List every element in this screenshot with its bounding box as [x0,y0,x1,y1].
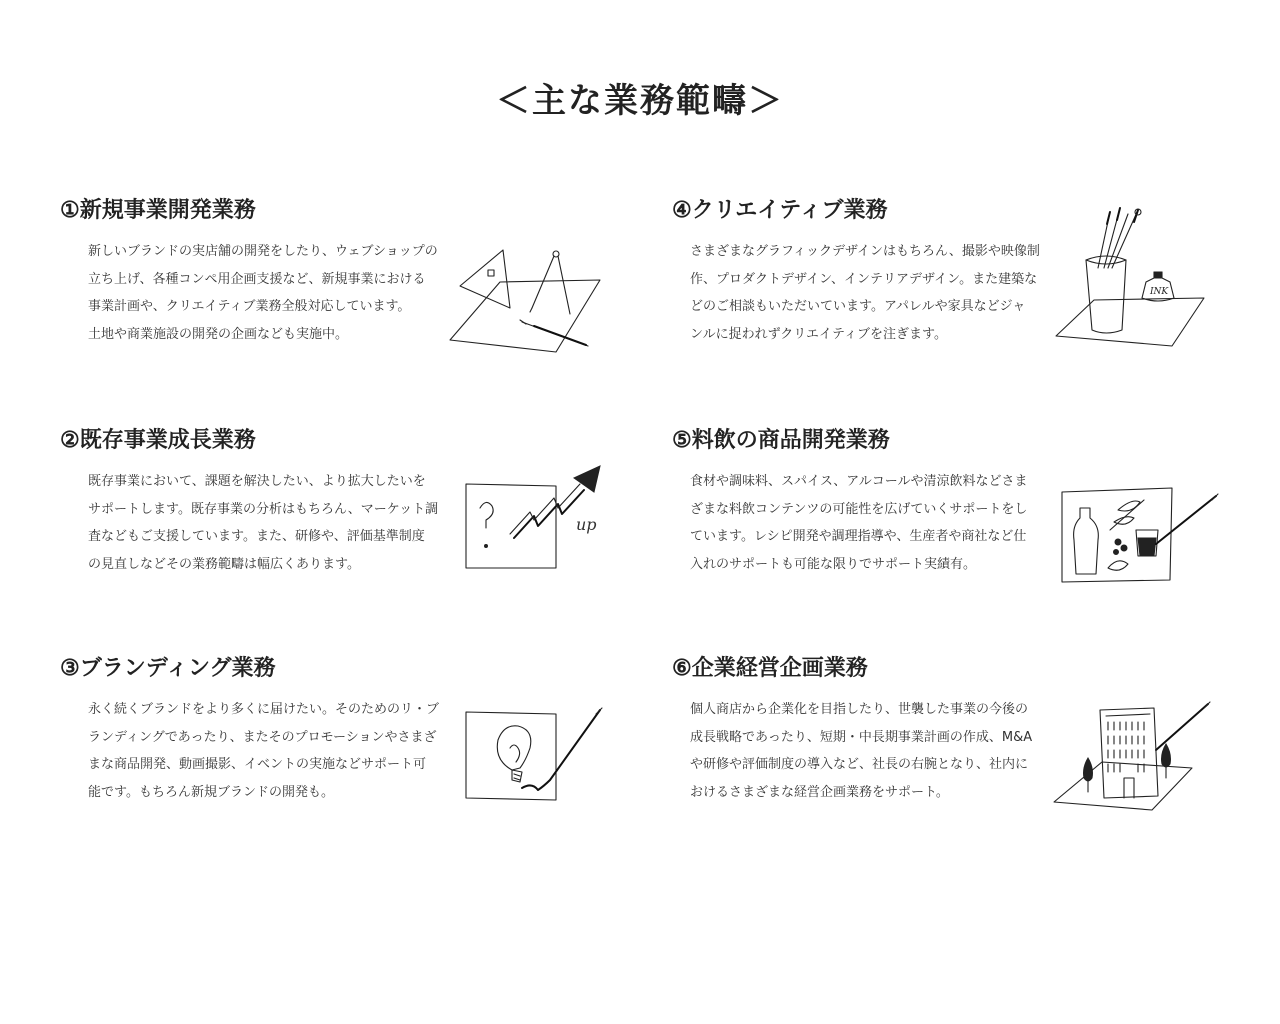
up-label: up [576,515,597,534]
service-title: 新規事業開発業務 [79,197,256,223]
description-line: サポートします。既存事業の分析はもちろん、マーケット調 [88,501,439,517]
description-line: ンルに捉われずクリエイティブを注ぎます。 [690,326,947,342]
description-line: 新しいブランドの実店舗の開発をしたり、ウェブショップの [88,244,438,259]
service-heading [672,652,1232,684]
service-description [690,696,1052,806]
description-line: 土地や商業施設の開発の企画なども実施中。 [88,326,349,342]
description-line: おけるさまざまな経営企画業務をサポート。 [690,784,949,800]
service-branding [60,652,620,800]
service-heading [60,652,620,684]
description-line: 事業計画や、クリエイティブ業務全般対応しています。 [88,299,411,314]
description-line: 永く続くブランドをより多くに届けたい。そのためのリ・ブ [88,702,440,717]
pen-cup-ink-icon [1054,208,1209,348]
description-line: の見直しなどその業務範疇は幅広くあります。 [88,556,360,572]
service-heading [672,424,1232,456]
service-description [690,468,1052,578]
growth-arrow-icon [464,464,604,572]
description-line: 査などもご支援しています。また、研修や、評価基準制度 [88,529,425,544]
service-number: ⑥ [672,655,692,681]
service-corporate-planning [672,652,1232,800]
service-title: ブランディング業務 [79,655,276,681]
description-line: 作、プロダクトデザイン、インテリアデザイン。また建築な [690,271,1038,287]
service-title: 既存事業成長業務 [79,427,256,453]
description-line: まな商品開発、動画撮影、イベントの実施などサポート可 [88,757,427,772]
service-number: ④ [672,197,692,223]
service-title: クリエイティブ業務 [691,197,888,223]
description-line: 個人商店から企業化を目指したり、世襲した事業の今後の [690,702,1029,717]
description-line: ています。レシピ開発や調理指導や、生産者や商社など仕 [690,529,1027,544]
description-line: さまざまなグラフィックデザインはもちろん、撮影や映像制 [690,244,1040,259]
service-description [88,238,450,348]
service-number: ③ [60,655,80,681]
lightbulb-icon [464,708,604,804]
description-line: 食材や調味料、スパイス、アルコールや清涼飲料などさま [690,474,1028,489]
service-food-beverage [672,424,1232,572]
description-line: ランディングであったり、またそのプロモーションやさまざ [88,729,437,745]
description-line: 入れのサポートも可能な限りでサポート実績有。 [690,556,977,572]
service-existing-growth [60,424,620,572]
service-creative [672,194,1232,342]
office-building-icon [1052,702,1212,812]
service-number: ⑤ [672,427,692,453]
service-description [88,696,450,806]
service-heading [60,194,620,226]
service-title: 企業経営企画業務 [691,655,868,681]
food-drink-sketch-icon [1060,486,1220,586]
ink-label: INK [1150,287,1169,297]
description-line: 能です。もちろん新規ブランドの開発も。 [88,784,334,800]
description-line: ざまな料飲コンテンツの可能性を広げていくサポートをし [690,501,1028,517]
service-description [88,468,450,578]
description-line: 成長戦略であったり、短期・中長期事業計画の作成、M&A [690,729,1033,745]
service-number: ② [60,427,80,453]
description-line: 立ち上げ、各種コンペ用企画支援など、新規事業における [88,271,426,287]
description-line: 既存事業において、課題を解決したい、より拡大したいを [88,474,426,489]
service-title: 料飲の商品開発業務 [691,427,890,453]
service-new-business [60,194,620,342]
description-line: どのご相談もいただいています。アパレルや家具などジャ [690,299,1026,314]
service-heading [60,424,620,456]
page-title: ＜主な業務範疇＞ [496,80,784,121]
service-number: ① [60,197,80,223]
service-description [690,238,1052,348]
drafting-tools-icon [448,242,603,354]
description-line: や研修や評価制度の導入など、社長の右腕となり、社内に [690,757,1029,772]
